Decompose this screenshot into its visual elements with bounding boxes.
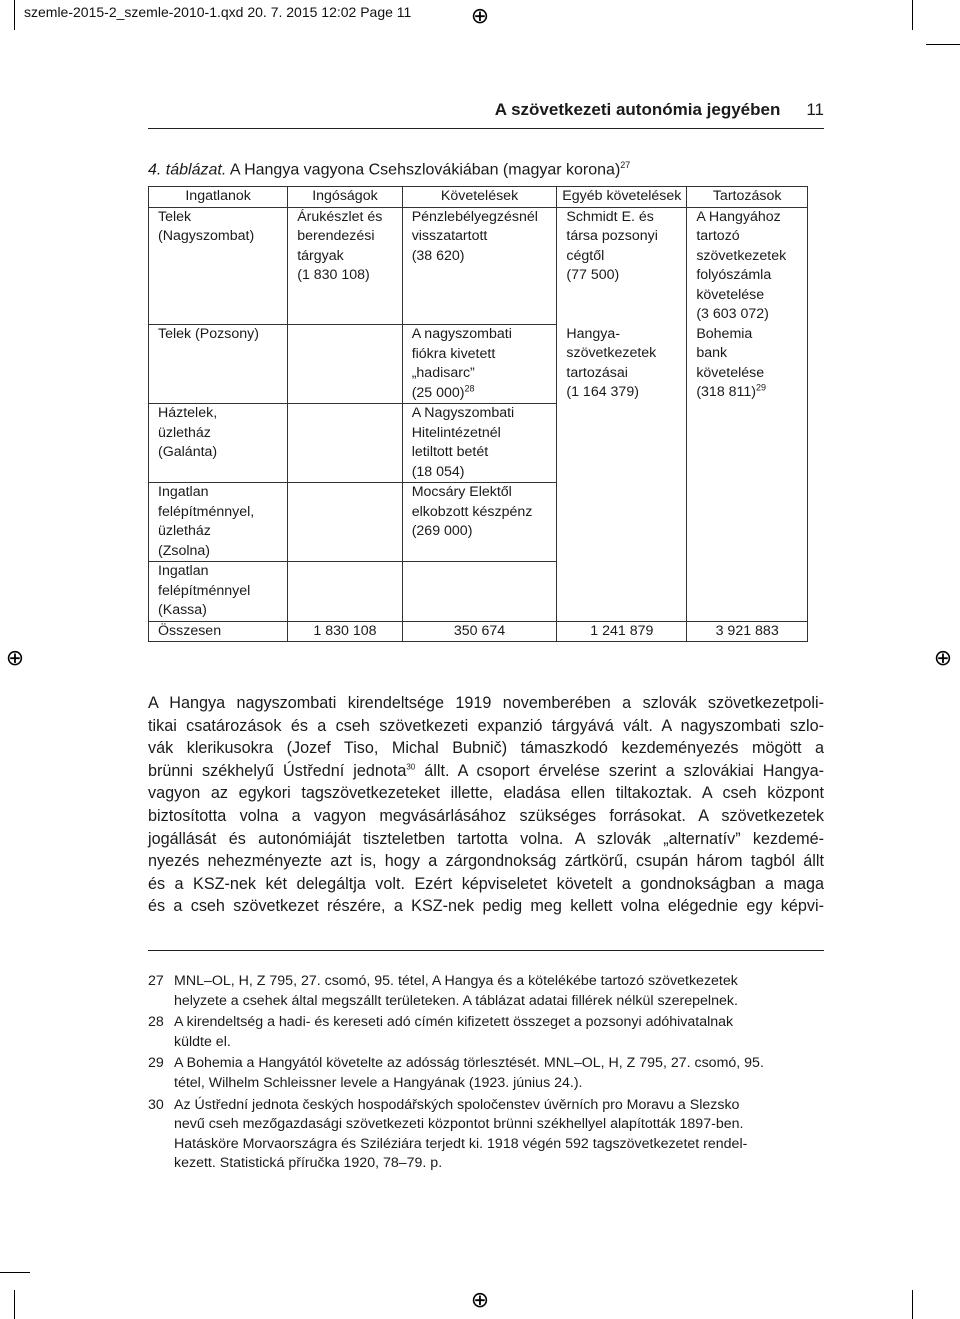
footnote-line: A Bohemia a Hangyától követelte az adósság törlesztését. MNL–OL, H, Z 795, 27. csomó, 95.: [174, 1055, 764, 1072]
table-cell: [149, 483, 288, 562]
crop-mark-top-left: [14, 0, 15, 30]
cell-line: (18 054): [411, 463, 465, 480]
body-line: A Hangya nagyszombati kirendeltsége 1919 novemberében a szlovák szövetkezetpoli-: [148, 694, 824, 712]
footnote-line: tétel, Wilhelm Schleissner levele a Hangyának (1923. június 24.).: [174, 1074, 583, 1091]
cell-line: felépítménnyel,: [158, 503, 255, 520]
footnote-line: Hatásköre Morvaországra és Sziléziára terjedt ki. 1918 végén 592 tagszövetkezetet rendel-: [174, 1135, 748, 1152]
cell-line: üzletház: [158, 424, 211, 441]
body-line: és a cseh szövetkezet részére, a KSZ-nek pedig meg kellett volna elégednie egy képvi-: [148, 897, 824, 916]
table-caption: [148, 160, 630, 179]
cell-line: üzletház: [158, 523, 211, 539]
cell-line: Telek (Pozsony): [158, 326, 259, 342]
body-paragraph: [148, 692, 824, 918]
cell-line: A nagyszombati: [411, 326, 512, 342]
table-row: [149, 325, 808, 404]
table-cell: [557, 483, 687, 562]
cell-line: követelése: [696, 286, 765, 303]
body-line: és a KSZ-nek két delegáltja volt. Ezért képviseletet követelt a gondnokságban a maga: [148, 874, 824, 893]
crop-mark-bottom-left: [14, 1290, 15, 1319]
footnote-line: MNL–OL, H, Z 795, 27. csomó, 95. tétel, A Hangya és a kötelékébe tartozó szövetkezetek: [174, 973, 738, 989]
cell-line: Árukészlet és: [297, 208, 383, 225]
footnote-line: helyzete a csehek által megszállt területeken. A táblázat adatai fillérek nélkül szerepelnek.: [174, 992, 738, 1009]
cell-line: folyószámla: [696, 267, 772, 283]
crop-mark-left-bottom: [0, 1272, 30, 1273]
cell-line: követelése: [696, 364, 765, 381]
table-cell: [687, 404, 808, 483]
table-cell: [149, 562, 288, 622]
table-header-row: [149, 187, 808, 208]
cell-line: tartozó: [696, 228, 740, 244]
footnote-ref-28: 28: [464, 382, 475, 393]
table-cell: [288, 325, 402, 404]
cell-line: (Zsolna): [158, 542, 211, 559]
body-line: [148, 760, 824, 783]
footnote-number: 28: [148, 1014, 164, 1031]
table-cell: [557, 325, 687, 404]
assets-table: [148, 186, 808, 642]
cell-line: (3 603 072): [696, 306, 769, 322]
crop-mark-right-top: [926, 44, 960, 45]
table-cell: [149, 207, 288, 325]
table-cell: [687, 207, 808, 325]
cell-line: Háztelek,: [158, 405, 218, 421]
cell-line: Ingatlan: [158, 484, 209, 500]
cell-line: bank: [696, 345, 728, 361]
cell-line: cégtől: [566, 247, 605, 264]
table-cell: [402, 325, 557, 404]
table-cell: [288, 404, 402, 483]
footnote-number: 30: [148, 1096, 164, 1113]
table-cell: [557, 404, 687, 483]
body-line: nyezés nehezményezte azt is, hogy a zárgondnokság zártkörű, csupán három tagból állt: [148, 852, 824, 871]
crop-mark-top-right: [912, 0, 913, 30]
cell-line: (77 500): [566, 267, 620, 283]
cell-line: Hitelintézetnél: [411, 424, 501, 441]
cell-line: elkobzott készpénz: [411, 503, 533, 520]
totals-ingosagok: 1 830 108: [288, 621, 402, 642]
table-cell: [687, 483, 808, 562]
header-rule: [148, 128, 824, 129]
totals-kovetelesek: 350 674: [402, 621, 557, 642]
table-cell: [288, 483, 402, 562]
cell-line: Hangya-: [566, 325, 621, 342]
cell-line: (Kassa): [158, 602, 207, 618]
cell-line: (1 164 379): [566, 384, 639, 400]
cell-line: [696, 383, 804, 403]
table-row: [149, 207, 808, 325]
footnote-number: 29: [148, 1055, 164, 1072]
table-row: [149, 404, 808, 483]
column-header-egyeb-kovetelesek: Egyéb követelések: [557, 187, 687, 208]
footnote-number: 27: [148, 973, 164, 989]
totals-label: Összesen: [149, 621, 288, 642]
table-cell: [149, 404, 288, 483]
table-cell: [687, 562, 808, 622]
body-line: vák klerikusokra (Jozef Tiso, Michal Bubnič) támaszkodó kezdeményezés mögött a: [148, 739, 824, 758]
cell-line: Ingatlan: [158, 563, 209, 579]
body-line: tikai csatározások és a cseh szövetkezeti expanzió tárgyává vált. A nagyszombati szlo-: [148, 716, 824, 735]
cell-line: (1 830 108): [297, 267, 370, 283]
cell-line: Pénzlebélyegzésnél: [411, 208, 538, 225]
table-cell: [149, 325, 288, 404]
cell-line: [412, 384, 554, 404]
cell-line: (Galánta): [158, 444, 218, 460]
cell-line: A Nagyszombati: [411, 405, 515, 421]
table-cell: [557, 207, 687, 325]
cell-line: felépítménnyel: [158, 582, 251, 599]
cell-line: tartozásai: [566, 364, 628, 381]
registration-mark-left-icon: ⊕: [5, 646, 25, 671]
cell-line: Bohemia: [696, 325, 753, 342]
table-row: [149, 483, 808, 562]
cell-line: A Hangyához: [696, 208, 781, 225]
footnote-30: [148, 1096, 824, 1174]
table-totals-row: [149, 621, 808, 642]
crop-mark-bottom-right: [912, 1290, 913, 1319]
cell-line: (269 000): [411, 523, 473, 539]
table-cell: [402, 404, 557, 483]
footnote-28: [148, 1013, 824, 1052]
page-number: 11: [806, 100, 824, 119]
cell-line: fiókra kivetett: [411, 345, 496, 362]
table-cell: [288, 207, 402, 325]
cell-line: „hadisarc”: [411, 365, 475, 381]
footnote-ref-27: 27: [620, 160, 631, 170]
cell-text: (318 811): [696, 384, 756, 400]
cell-line: szövetkezetek: [566, 345, 657, 361]
cell-text: (25 000): [411, 384, 465, 401]
footnote-line: kezett. Statistická příručka 1920, 78–79. p.: [174, 1155, 443, 1172]
cell-line: társa pozsonyi: [566, 228, 658, 244]
footnote-ref-29: 29: [756, 382, 767, 393]
body-line: jogállását és autonómiáját tiszteletben tartotta volna. A szlovák „alternatív” kezdemé-: [148, 829, 824, 848]
table-cell: [402, 207, 557, 325]
footnote-line: küldte el.: [174, 1033, 231, 1050]
table-caption-label: 4. táblázat.: [148, 161, 227, 179]
table-row: [149, 562, 808, 622]
registration-mark-bottom-icon: ⊕: [470, 1288, 490, 1313]
cell-line: tárgyak: [297, 247, 344, 264]
print-slug: szemle-2015-2_szemle-2010-1.qxd 20. 7. 2015 12:02 Page 11: [24, 4, 412, 20]
cell-line: visszatartott: [411, 228, 488, 244]
footnote-ref-30: 30: [406, 762, 416, 772]
footnote-rule: [148, 950, 824, 951]
totals-egyeb-kovetelesek: 1 241 879: [557, 621, 687, 642]
running-head-title: A szövetkezeti autonómia jegyében: [494, 100, 781, 119]
table-caption-text: A Hangya vagyona Csehszlovákiában (magyar korona): [226, 161, 621, 179]
body-line: vagyon az egykori tagszövetkezeteket illette, eladása ellen tiltakoztak. A cseh központ: [148, 784, 824, 803]
cell-line: letiltott betét: [411, 444, 489, 460]
footnote-line: nevű cseh mezőgazdasági szövetkezeti központot brünni székhellyel alapították 1897-ben.: [174, 1116, 744, 1133]
footnote-line: A kirendeltség a hadi- és kereseti adó címén kifizetett összeget a pozsonyi adóhivatalnak: [174, 1014, 734, 1031]
body-text-segment: állt. A csoport érvelése szerint a szlovákiai Hangya-: [415, 761, 824, 780]
footnotes: [148, 972, 824, 1176]
footnote-line: Az Ústřední jednota českých hospodářských spoločenstev úvěrních pro Moravu a Slezsko: [174, 1096, 740, 1113]
body-line: biztosította volna a vagyon megvásárlásához szükséges forrásokat. A szövetkezetek: [148, 806, 824, 825]
cell-line: berendezési: [297, 228, 375, 244]
cell-line: Telek: [158, 208, 192, 225]
registration-mark-right-icon: ⊕: [933, 646, 953, 671]
cell-line: szövetkezetek: [696, 247, 787, 264]
footnote-29: [148, 1054, 824, 1093]
footnote-27: [148, 972, 824, 1011]
cell-line: (Nagyszombat): [158, 228, 255, 244]
cell-line: Schmidt E. és: [566, 208, 654, 225]
table-cell: [557, 562, 687, 622]
column-header-ingatlanok: Ingatlanok: [149, 187, 288, 208]
registration-mark-top-icon: ⊕: [470, 4, 490, 29]
running-head: [148, 100, 824, 120]
column-header-tartozasok: Tartozások: [687, 187, 808, 208]
cell-line: Mocsáry Elektől: [411, 484, 512, 500]
table-cell: [402, 562, 557, 622]
table-cell: [288, 562, 402, 622]
table-cell: [687, 325, 808, 404]
table-cell: [402, 483, 557, 562]
totals-tartozasok: 3 921 883: [687, 621, 808, 642]
column-header-kovetelesek: Követelések: [402, 187, 557, 208]
body-text-segment: brünni székhelyű Ústřední jednota: [148, 761, 407, 780]
cell-line: (38 620): [411, 247, 465, 264]
column-header-ingosagok: Ingóságok: [288, 187, 402, 208]
